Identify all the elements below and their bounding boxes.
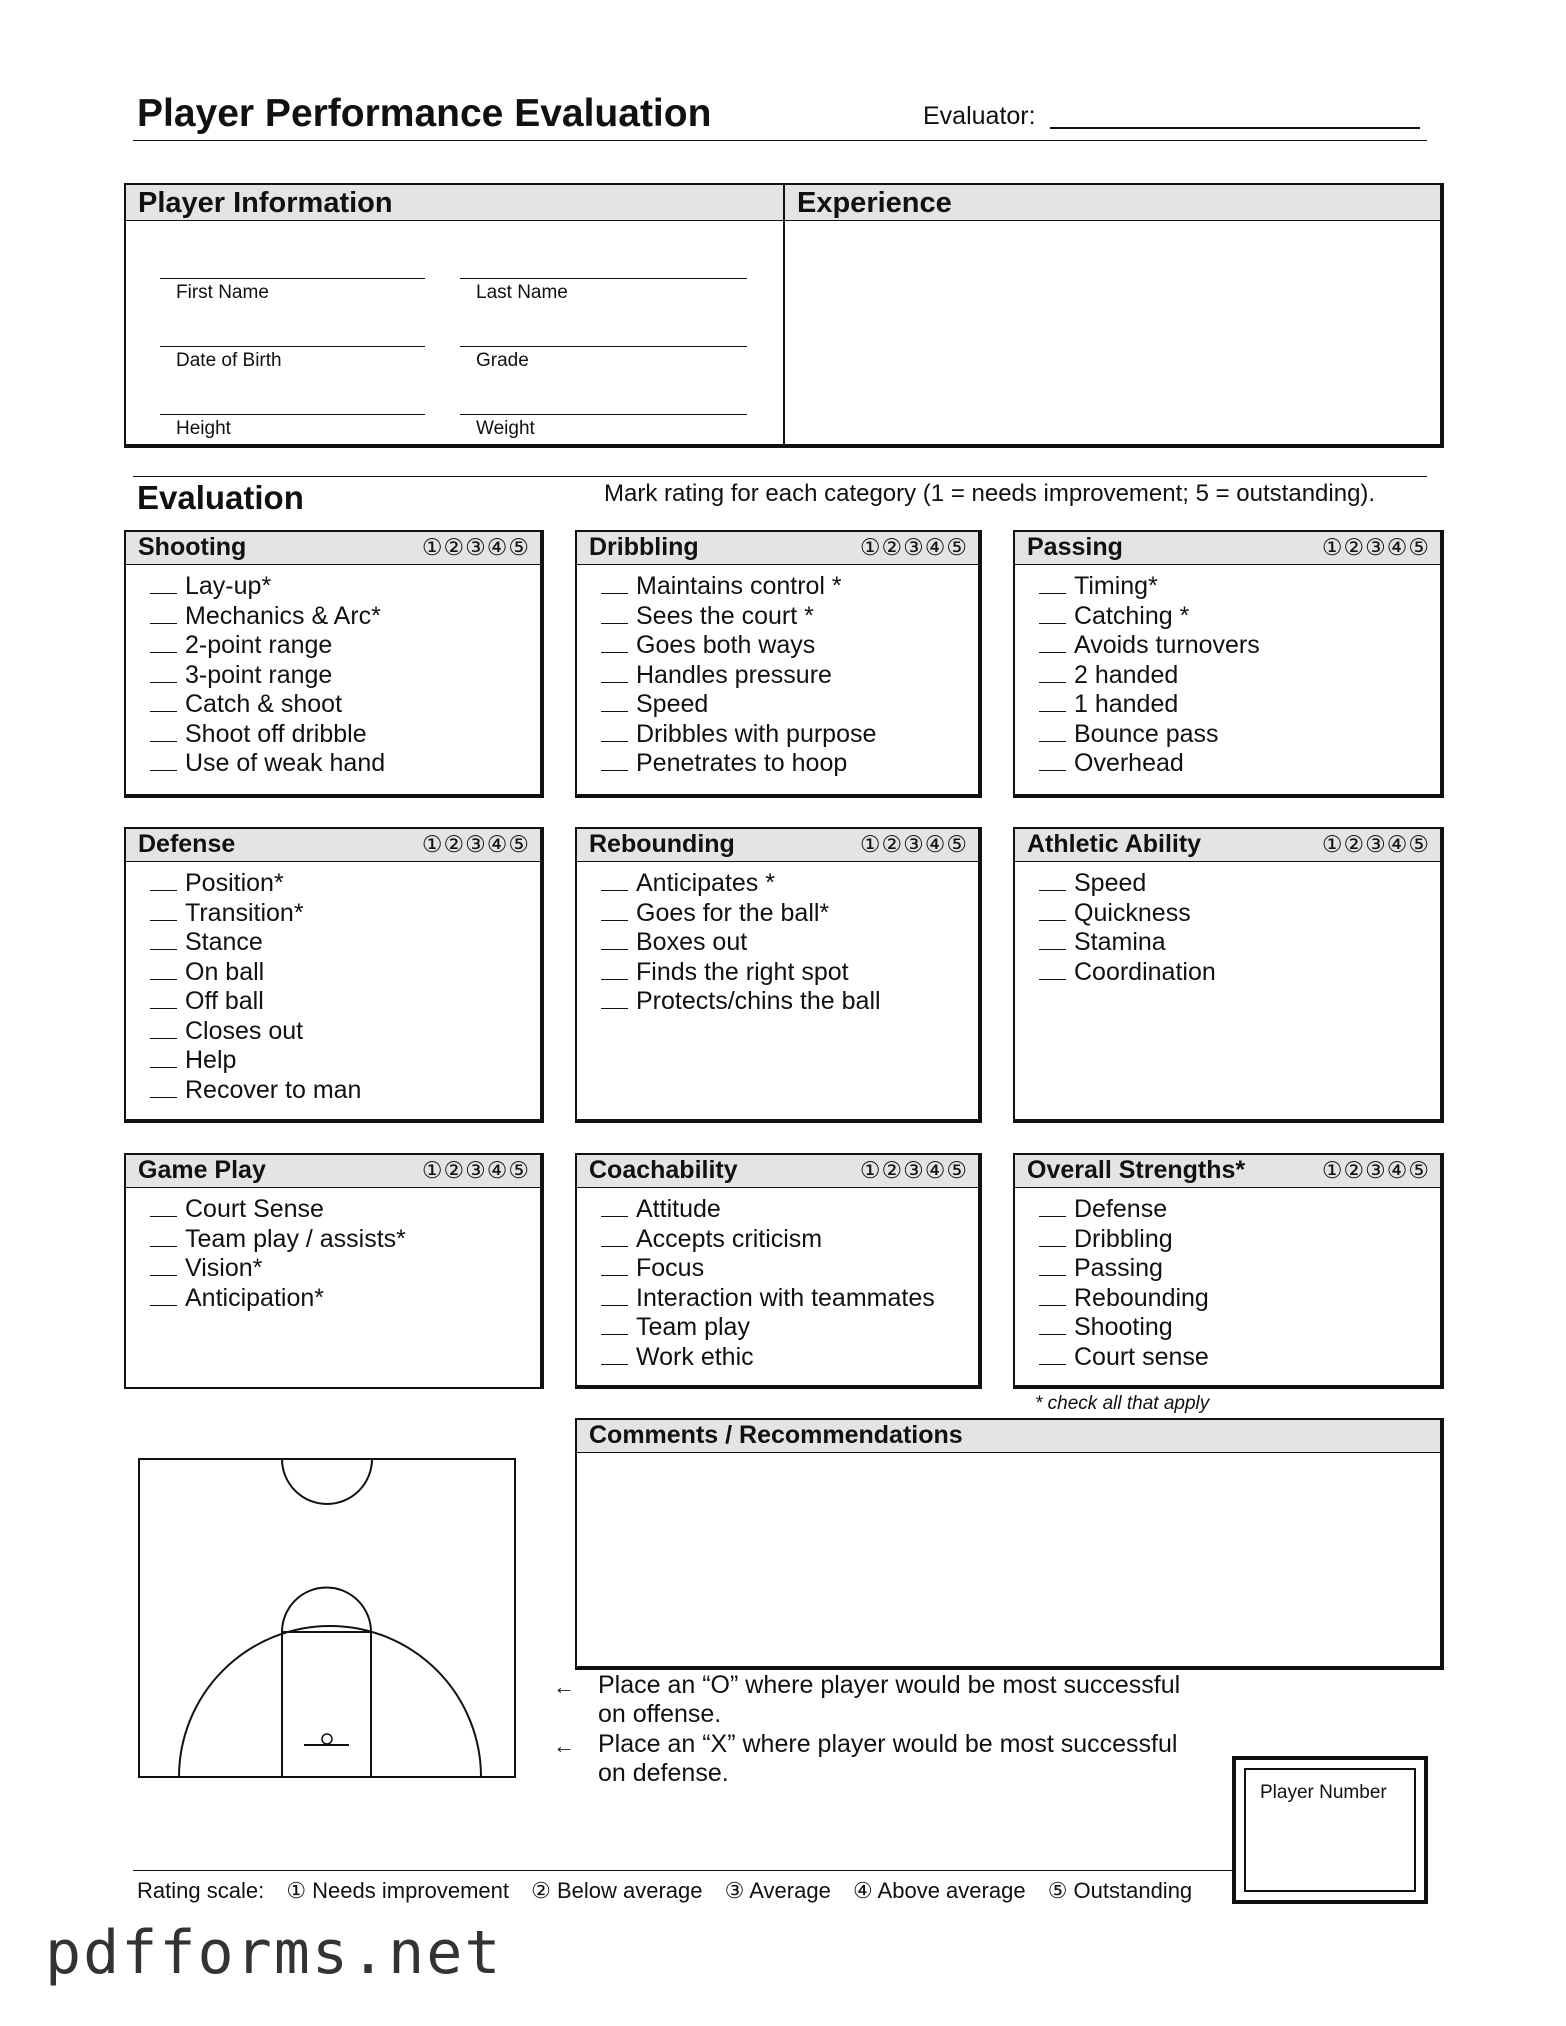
checklist [1039, 1195, 1209, 1372]
check-blank[interactable] [1039, 634, 1066, 653]
check-blank[interactable] [1039, 931, 1066, 950]
player-information-header [126, 185, 783, 221]
checklist [150, 869, 361, 1105]
height-label: Height [176, 418, 231, 439]
height-field[interactable] [160, 414, 425, 415]
checklist-item-label: Timing* [1074, 572, 1158, 600]
checklist-item [150, 958, 361, 988]
checklist-item-label: Stance [185, 928, 263, 956]
checklist-item-label: Off ball [185, 987, 264, 1015]
checklist-item-label: Use of weak hand [185, 749, 386, 777]
check-blank[interactable] [1039, 605, 1066, 624]
checklist-item [150, 661, 385, 691]
checklist-item-label: Protects/chins the ball [636, 987, 881, 1015]
checklist-item-label: Penetrates to hoop [636, 749, 848, 777]
category-title: Passing [1027, 533, 1123, 561]
evaluation-title: Evaluation [137, 479, 304, 516]
category-header [1015, 829, 1440, 862]
check-blank[interactable] [1039, 664, 1066, 683]
checklist-item-label: Closes out [185, 1016, 304, 1045]
offense-instruction-line1: Place an “O” where player would be most successful [598, 1671, 1181, 1699]
checklist-item [150, 602, 385, 632]
check-blank[interactable] [1039, 752, 1066, 771]
check-blank[interactable] [150, 990, 177, 1009]
check-blank[interactable] [150, 634, 177, 653]
check-blank[interactable] [1039, 1287, 1066, 1306]
defense-instruction-line1: Place an “X” where player would be most successful [598, 1730, 1178, 1758]
rating-circles[interactable]: ①②③④⑤ [421, 831, 530, 857]
checklist-item [1039, 661, 1260, 691]
checklist-item-label: 3-point range [185, 660, 333, 689]
checklist-item [601, 899, 881, 929]
checklist-item [150, 631, 385, 661]
checklist-item [150, 720, 385, 750]
category-game-play [124, 1153, 544, 1389]
check-blank[interactable] [601, 575, 628, 594]
checklist-item-label: Court sense [1074, 1342, 1209, 1371]
checklist-item-label: 1 handed [1074, 690, 1179, 718]
checklist-item-label: Sees the court * [636, 601, 814, 630]
check-blank[interactable] [601, 1316, 628, 1335]
date-of-birth-label: Date of Birth [176, 350, 282, 371]
rating-scale-legend [137, 1878, 1208, 1904]
check-blank[interactable] [601, 693, 628, 712]
category-header [1015, 532, 1440, 565]
category-header [126, 829, 540, 862]
check-blank[interactable] [1039, 575, 1066, 594]
weight-field[interactable] [460, 414, 747, 415]
checklist-item-label: Stamina [1074, 928, 1166, 956]
rating-circles[interactable]: ①②③④⑤ [1321, 1157, 1430, 1183]
checklist-item [150, 1254, 406, 1284]
check-blank[interactable] [150, 1049, 177, 1068]
category-shooting [124, 530, 544, 798]
check-blank[interactable] [150, 752, 177, 771]
check-blank[interactable] [150, 693, 177, 712]
half-court-diagram[interactable] [138, 1458, 518, 1780]
checklist-item [601, 749, 876, 779]
checklist-item-label: Rebounding [1074, 1283, 1209, 1312]
category-header [126, 532, 540, 565]
rating-scale-item: ③ Average [724, 1878, 831, 1903]
category-header [577, 532, 978, 565]
offense-instruction-line2: on offense. [598, 1700, 722, 1728]
check-blank[interactable] [601, 902, 628, 921]
checklist-item [1039, 869, 1216, 899]
last-name-label: Last Name [476, 282, 568, 303]
category-title: Shooting [138, 533, 247, 561]
check-blank[interactable] [601, 1346, 628, 1365]
checklist-item-label: Defense [1074, 1195, 1168, 1223]
checklist-item [601, 661, 876, 691]
checklist-item-label: Passing [1074, 1254, 1163, 1282]
checklist-item-label: Anticipates * [636, 869, 775, 897]
checklist-item [601, 928, 881, 958]
checklist-item-label: Finds the right spot [636, 957, 849, 986]
checklist [150, 1195, 406, 1313]
category-header [126, 1155, 540, 1188]
category-header [577, 829, 978, 862]
check-blank[interactable] [601, 634, 628, 653]
checklist-item [601, 1343, 935, 1373]
rating-scale-item: ① Needs improvement [286, 1878, 510, 1903]
weight-label: Weight [476, 418, 535, 439]
checklist-item [601, 1254, 935, 1284]
checklist-item-label: Interaction with teammates [636, 1283, 935, 1312]
checklist-item [1039, 602, 1260, 632]
rating-scale-item: ⑤ Outstanding [1047, 1878, 1193, 1903]
checklist-item-label: Position* [185, 869, 284, 897]
checklist-item [601, 631, 876, 661]
grade-field[interactable] [460, 346, 747, 347]
page-title: Player Performance Evaluation [137, 92, 712, 135]
category-title: Game Play [138, 1156, 266, 1184]
first-name-field[interactable] [160, 278, 425, 279]
checklist-item-label: Shooting [1074, 1313, 1173, 1341]
checklist-item [601, 690, 876, 720]
checklist-item [150, 869, 361, 899]
check-blank[interactable] [150, 1287, 177, 1306]
checklist-item-label: Attitude [636, 1195, 721, 1223]
checklist-item [150, 928, 361, 958]
check-blank[interactable] [150, 605, 177, 624]
checklist-item-label: Avoids turnovers [1074, 631, 1260, 659]
category-title: Defense [138, 830, 236, 858]
checklist-item-label: Help [185, 1046, 237, 1074]
checklist-item-label: Quickness [1074, 898, 1191, 927]
checklist-item [1039, 928, 1216, 958]
category-coachability [575, 1153, 982, 1389]
check-blank[interactable] [150, 902, 177, 921]
checklist-item-label: Speed [636, 690, 709, 718]
checklist-item [150, 1046, 361, 1076]
check-blank[interactable] [601, 1257, 628, 1276]
category-title: Dribbling [589, 533, 699, 561]
comments-title: Comments / Recommendations [589, 1421, 963, 1449]
checklist-item [1039, 1284, 1209, 1314]
check-blank[interactable] [150, 961, 177, 980]
check-blank[interactable] [1039, 961, 1066, 980]
checklist-item-label: Dribbling [1074, 1224, 1173, 1253]
check-blank[interactable] [601, 605, 628, 624]
checklist-item-label: Transition* [185, 898, 304, 927]
experience-title: Experience [797, 187, 952, 219]
checklist-item [601, 720, 876, 750]
checklist-item-label: Focus [636, 1254, 705, 1282]
player-number-inner-frame [1244, 1768, 1416, 1892]
evaluator-label: Evaluator: [923, 102, 1036, 130]
player-number-box[interactable] [1232, 1756, 1428, 1904]
category-title: Coachability [589, 1156, 738, 1184]
checklist-item [1039, 572, 1260, 602]
checklist-item [150, 1195, 406, 1225]
checklist-item [601, 869, 881, 899]
category-overall-strengths [1013, 1153, 1444, 1389]
checklist [150, 572, 385, 779]
checklist-item [601, 1284, 935, 1314]
checklist [601, 572, 876, 779]
checklist-item-label: Maintains control * [636, 572, 842, 600]
checklist-item [1039, 690, 1260, 720]
check-blank[interactable] [150, 1079, 177, 1098]
check-blank[interactable] [150, 1257, 177, 1276]
checklist-item [150, 572, 385, 602]
category-title: Rebounding [589, 830, 735, 858]
evaluator-field[interactable] [1050, 127, 1420, 129]
check-blank[interactable] [150, 723, 177, 742]
checklist-item [601, 1195, 935, 1225]
checklist-item-label: Overhead [1074, 749, 1184, 777]
checklist-item [1039, 1313, 1209, 1343]
experience-header [785, 185, 1440, 221]
check-blank[interactable] [1039, 1257, 1066, 1276]
checklist-item [601, 1313, 935, 1343]
rating-circles[interactable]: ①②③④⑤ [1321, 831, 1430, 857]
checklist-item [150, 690, 385, 720]
checklist-item-label: Court Sense [185, 1195, 324, 1223]
rating-circles[interactable]: ①②③④⑤ [859, 831, 968, 857]
checklist-item [601, 572, 876, 602]
checklist-item-label: On ball [185, 957, 265, 986]
check-blank[interactable] [601, 1198, 628, 1217]
check-blank[interactable] [150, 664, 177, 683]
checklist-item [150, 987, 361, 1017]
checklist-item [1039, 720, 1260, 750]
arrow-left-icon: ← [553, 1733, 575, 1758]
checklist-item-label: Catching * [1074, 601, 1190, 630]
checklist-item [1039, 631, 1260, 661]
experience-section[interactable] [783, 183, 1444, 448]
watermark: pdfforms.net [45, 1918, 503, 1988]
category-defense [124, 827, 544, 1123]
date-of-birth-field[interactable] [160, 346, 425, 347]
checklist-item [601, 602, 876, 632]
comments-section[interactable] [575, 1418, 1444, 1670]
check-blank[interactable] [150, 872, 177, 891]
checklist-item [1039, 1225, 1209, 1255]
checklist-item-label: Anticipation* [185, 1283, 324, 1312]
category-title: Overall Strengths* [1027, 1156, 1246, 1184]
category-title: Athletic Ability [1027, 830, 1202, 858]
category-header [1015, 1155, 1440, 1188]
checklist [1039, 572, 1260, 779]
rating-circles[interactable]: ①②③④⑤ [859, 1157, 968, 1183]
category-rebounding [575, 827, 982, 1123]
checklist-item [1039, 1254, 1209, 1284]
evaluation-divider [133, 476, 1427, 477]
check-blank[interactable] [150, 931, 177, 950]
check-blank[interactable] [1039, 902, 1066, 921]
checklist-item [150, 1225, 406, 1255]
category-athletic-ability [1013, 827, 1444, 1123]
check-blank[interactable] [1039, 1346, 1066, 1365]
checklist-item [150, 1017, 361, 1047]
checklist-item-label: Team play [636, 1313, 750, 1341]
last-name-field[interactable] [460, 278, 747, 279]
rating-circles[interactable]: ①②③④⑤ [859, 534, 968, 560]
checklist-item [601, 1225, 935, 1255]
checklist [601, 869, 881, 1017]
rating-scale-item: ④ Above average [852, 1878, 1026, 1903]
check-blank[interactable] [1039, 723, 1066, 742]
evaluation-instruction: Mark rating for each category (1 = needs improvement; 5 = outstanding). [604, 480, 1376, 507]
checklist-item [601, 958, 881, 988]
checklist-item-label: Team play / assists* [185, 1224, 406, 1253]
grade-label: Grade [476, 350, 529, 371]
checklist-item [1039, 1195, 1209, 1225]
checklist-item [150, 1076, 361, 1106]
first-name-label: First Name [176, 282, 269, 303]
checklist-item [1039, 899, 1216, 929]
checklist-item-label: Recover to man [185, 1075, 362, 1104]
check-blank[interactable] [1039, 1228, 1066, 1247]
checklist-item [1039, 1343, 1209, 1373]
checklist-item-label: Shoot off dribble [185, 719, 367, 748]
checklist-item-label: Mechanics & Arc* [185, 601, 381, 630]
checklist-item-label: Work ethic [636, 1342, 754, 1371]
checklist-item-label: Boxes out [636, 928, 748, 956]
checklist-item [150, 749, 385, 779]
checklist-item-label: Speed [1074, 869, 1147, 897]
player-information-title: Player Information [138, 187, 393, 219]
check-blank[interactable] [601, 961, 628, 980]
rating-scale-item: ② Below average [531, 1878, 703, 1903]
check-blank[interactable] [601, 664, 628, 683]
checklist-item-label: 2-point range [185, 631, 333, 659]
checklist-item-label: Goes for the ball* [636, 898, 830, 927]
check-all-note: * check all that apply [1035, 1393, 1210, 1414]
check-blank[interactable] [1039, 872, 1066, 891]
checklist-item [150, 1284, 406, 1314]
checklist-item [1039, 958, 1216, 988]
checklist-item [1039, 749, 1260, 779]
check-blank[interactable] [601, 723, 628, 742]
checklist-item-label: Handles pressure [636, 660, 832, 689]
player-number-label: Player Number [1260, 1782, 1387, 1803]
checklist [1039, 869, 1216, 987]
check-blank[interactable] [150, 1228, 177, 1247]
check-blank[interactable] [150, 575, 177, 594]
rating-circles[interactable]: ①②③④⑤ [421, 534, 530, 560]
arrow-left-icon: ← [553, 1674, 575, 1699]
comments-header [577, 1420, 1440, 1453]
defense-instruction-line2: on defense. [598, 1759, 729, 1787]
checklist-item-label: Coordination [1074, 957, 1216, 986]
checklist-item-label: Dribbles with purpose [636, 719, 877, 748]
player-information-section [124, 183, 785, 448]
category-dribbling [575, 530, 982, 798]
check-blank[interactable] [1039, 1316, 1066, 1335]
check-blank[interactable] [601, 1287, 628, 1306]
category-header [577, 1155, 978, 1188]
check-blank[interactable] [601, 931, 628, 950]
check-blank[interactable] [601, 1228, 628, 1247]
checklist [601, 1195, 935, 1372]
rating-circles[interactable]: ①②③④⑤ [1321, 534, 1430, 560]
check-blank[interactable] [150, 1020, 177, 1039]
checklist-item [150, 899, 361, 929]
category-passing [1013, 530, 1444, 798]
checklist-item-label: Bounce pass [1074, 719, 1219, 748]
checklist-item-label: Goes both ways [636, 631, 816, 659]
checklist-item-label: Vision* [185, 1254, 263, 1282]
checklist-item-label: 2 handed [1074, 660, 1179, 689]
check-blank[interactable] [150, 1198, 177, 1217]
checklist-item-label: Catch & shoot [185, 690, 343, 718]
check-blank[interactable] [1039, 693, 1066, 712]
checklist-item-label: Accepts criticism [636, 1224, 823, 1253]
check-blank[interactable] [601, 990, 628, 1009]
check-blank[interactable] [1039, 1198, 1066, 1217]
rating-scale-label: Rating scale: [137, 1878, 265, 1903]
checklist-item [601, 987, 881, 1017]
footer-divider [133, 1870, 1233, 1871]
check-blank[interactable] [601, 872, 628, 891]
check-blank[interactable] [601, 752, 628, 771]
rating-circles[interactable]: ①②③④⑤ [421, 1157, 530, 1183]
title-divider [133, 140, 1427, 141]
checklist-item-label: Lay-up* [185, 572, 272, 600]
